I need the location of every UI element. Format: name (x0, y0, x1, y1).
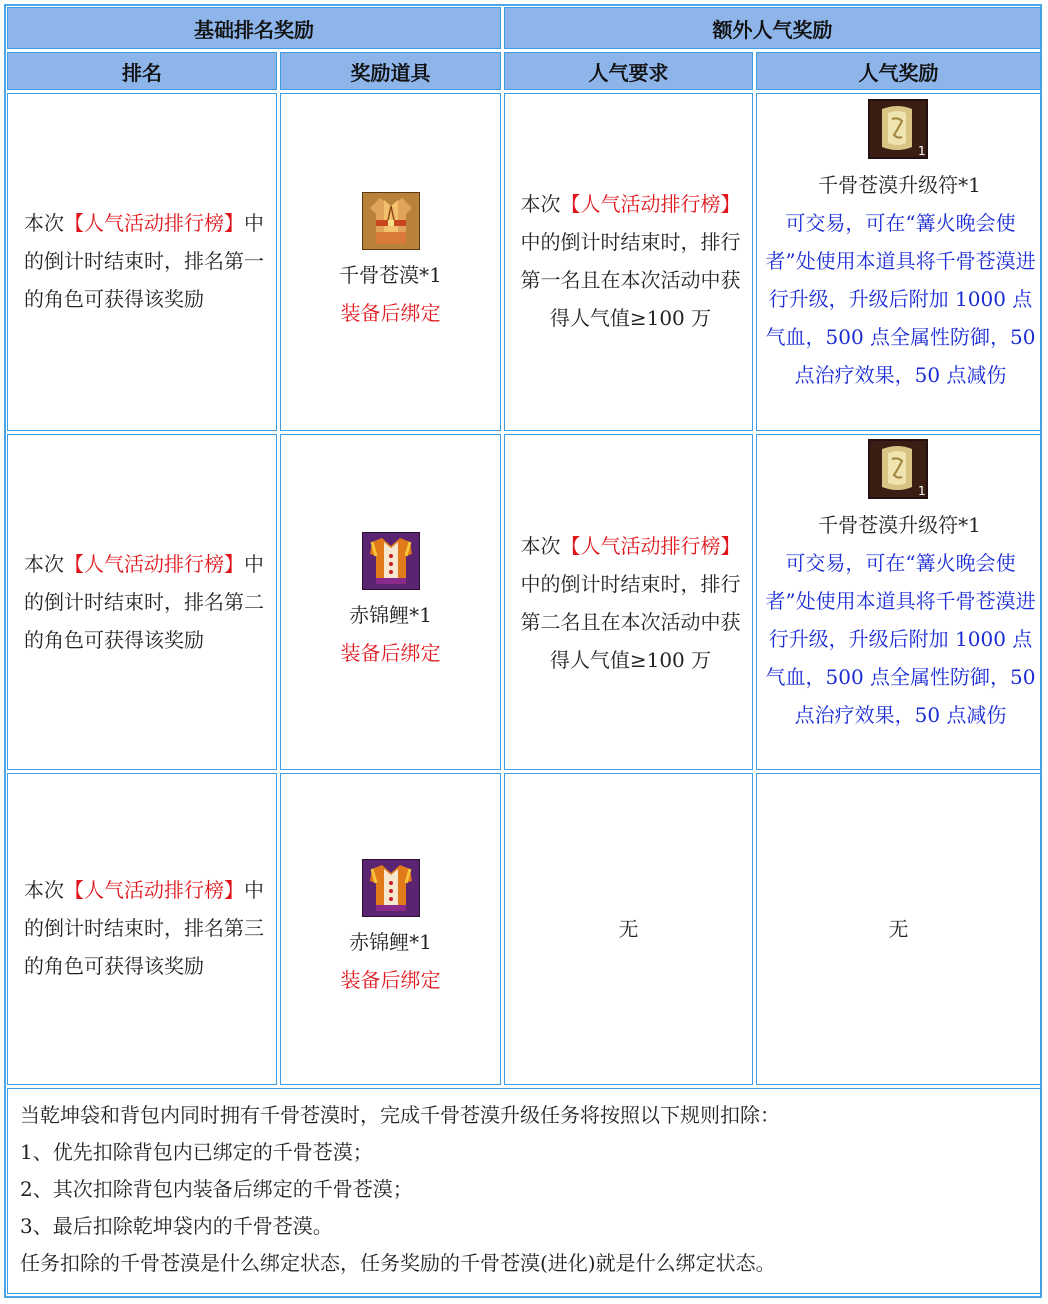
table-row-3-rank (7, 773, 277, 1085)
rank-text (24, 871, 270, 985)
table-row-2-reward (756, 434, 1041, 770)
note-line: 2、其次扣除背包内装备后绑定的千骨苍漠； (20, 1177, 413, 1201)
table-row-2-requirement (504, 434, 753, 770)
rank-text (24, 545, 270, 659)
rank-post: 中的倒计时结束时，排名第二的角色可获得该奖励 (24, 552, 264, 652)
header-group-extra: 额外人气奖励 (504, 7, 1041, 49)
reward-desc: 可交易，可在“篝火晚会使者”处使用本道具将千骨苍漠进行升级，升级后附加 1000 点气血，500 点全属性防御，50 点治疗效果，50 点减伤 (765, 211, 1036, 387)
requirement-text (513, 527, 748, 679)
item-name: 千骨苍漠*1 (339, 263, 442, 287)
req-highlight: 【人气活动排行榜】 (560, 534, 741, 558)
note-line: 任务扣除的千骨苍漠是什么绑定状态，任务奖励的千骨苍漠(进化)就是什么绑定状态。 (20, 1251, 776, 1275)
table-row-3-item (280, 773, 501, 1085)
rank-post: 中的倒计时结束时，排名第一的角色可获得该奖励 (24, 211, 264, 311)
rank-pre: 本次 (24, 211, 64, 235)
note-line: 1、优先扣除背包内已绑定的千骨苍漠； (20, 1140, 373, 1164)
reward-name: 千骨苍漠升级符*1 (818, 173, 981, 197)
rank-pre: 本次 (24, 552, 64, 576)
req-highlight: 【人气活动排行榜】 (560, 192, 741, 216)
req-post: 中的倒计时结束时，排行第二名且在本次活动中获得人气值≥100 万 (520, 572, 741, 672)
table-row-1-requirement (504, 93, 753, 431)
golden-robe-icon (362, 192, 420, 250)
reward-name: 千骨苍漠升级符*1 (818, 513, 981, 537)
upgrade-scroll-icon (868, 439, 928, 499)
table-row-3-reward (756, 773, 1041, 1085)
rank-highlight: 【人气活动排行榜】 (64, 552, 244, 576)
notes-body (8, 1089, 1040, 1282)
requirement-text (513, 185, 748, 337)
req-pre: 本次 (520, 192, 561, 216)
header-requirement: 人气要求 (504, 52, 753, 90)
table-row-1-rank (7, 93, 277, 431)
table-row-2-rank (7, 434, 277, 770)
notes-section (7, 1088, 1041, 1294)
header-item: 奖励道具 (280, 52, 501, 90)
item-bind-status: 装备后绑定 (340, 968, 441, 992)
table-row-1-reward (756, 93, 1041, 431)
icon-count: 1 (918, 144, 926, 158)
header-group-basic: 基础排名奖励 (7, 7, 501, 49)
rank-post: 中的倒计时结束时，排名第三的角色可获得该奖励 (24, 878, 264, 978)
reward-text: 无 (888, 917, 909, 941)
note-line: 3、最后扣除乾坤袋内的千骨苍漠。 (20, 1214, 333, 1238)
red-brocade-armor-icon (362, 532, 420, 590)
upgrade-scroll-icon (868, 99, 928, 159)
red-brocade-armor-icon (362, 859, 420, 917)
reward-desc: 可交易，可在“篝火晚会使者”处使用本道具将千骨苍漠进行升级，升级后附加 1000 点气血，500 点全属性防御，50 点治疗效果，50 点减伤 (765, 551, 1036, 727)
requirement-text: 无 (618, 917, 639, 941)
rank-pre: 本次 (24, 878, 64, 902)
rank-text (24, 204, 270, 318)
req-pre: 本次 (520, 534, 561, 558)
rank-highlight: 【人气活动排行榜】 (64, 211, 244, 235)
item-bind-status: 装备后绑定 (340, 301, 441, 325)
item-bind-status: 装备后绑定 (340, 641, 441, 665)
table-row-3-requirement (504, 773, 753, 1085)
header-rank: 排名 (7, 52, 277, 90)
table-row-2-item (280, 434, 501, 770)
icon-count: 1 (918, 484, 926, 498)
req-post: 中的倒计时结束时，排行第一名且在本次活动中获得人气值≥100 万 (520, 230, 741, 330)
item-name: 赤锦鲤*1 (349, 603, 432, 627)
item-name: 赤锦鲤*1 (349, 930, 432, 954)
note-line: 当乾坤袋和背包内同时拥有千骨苍漠时，完成千骨苍漠升级任务将按照以下规则扣除： (20, 1103, 780, 1127)
header-reward: 人气奖励 (756, 52, 1041, 90)
table-row-1-item (280, 93, 501, 431)
rank-highlight: 【人气活动排行榜】 (64, 878, 244, 902)
